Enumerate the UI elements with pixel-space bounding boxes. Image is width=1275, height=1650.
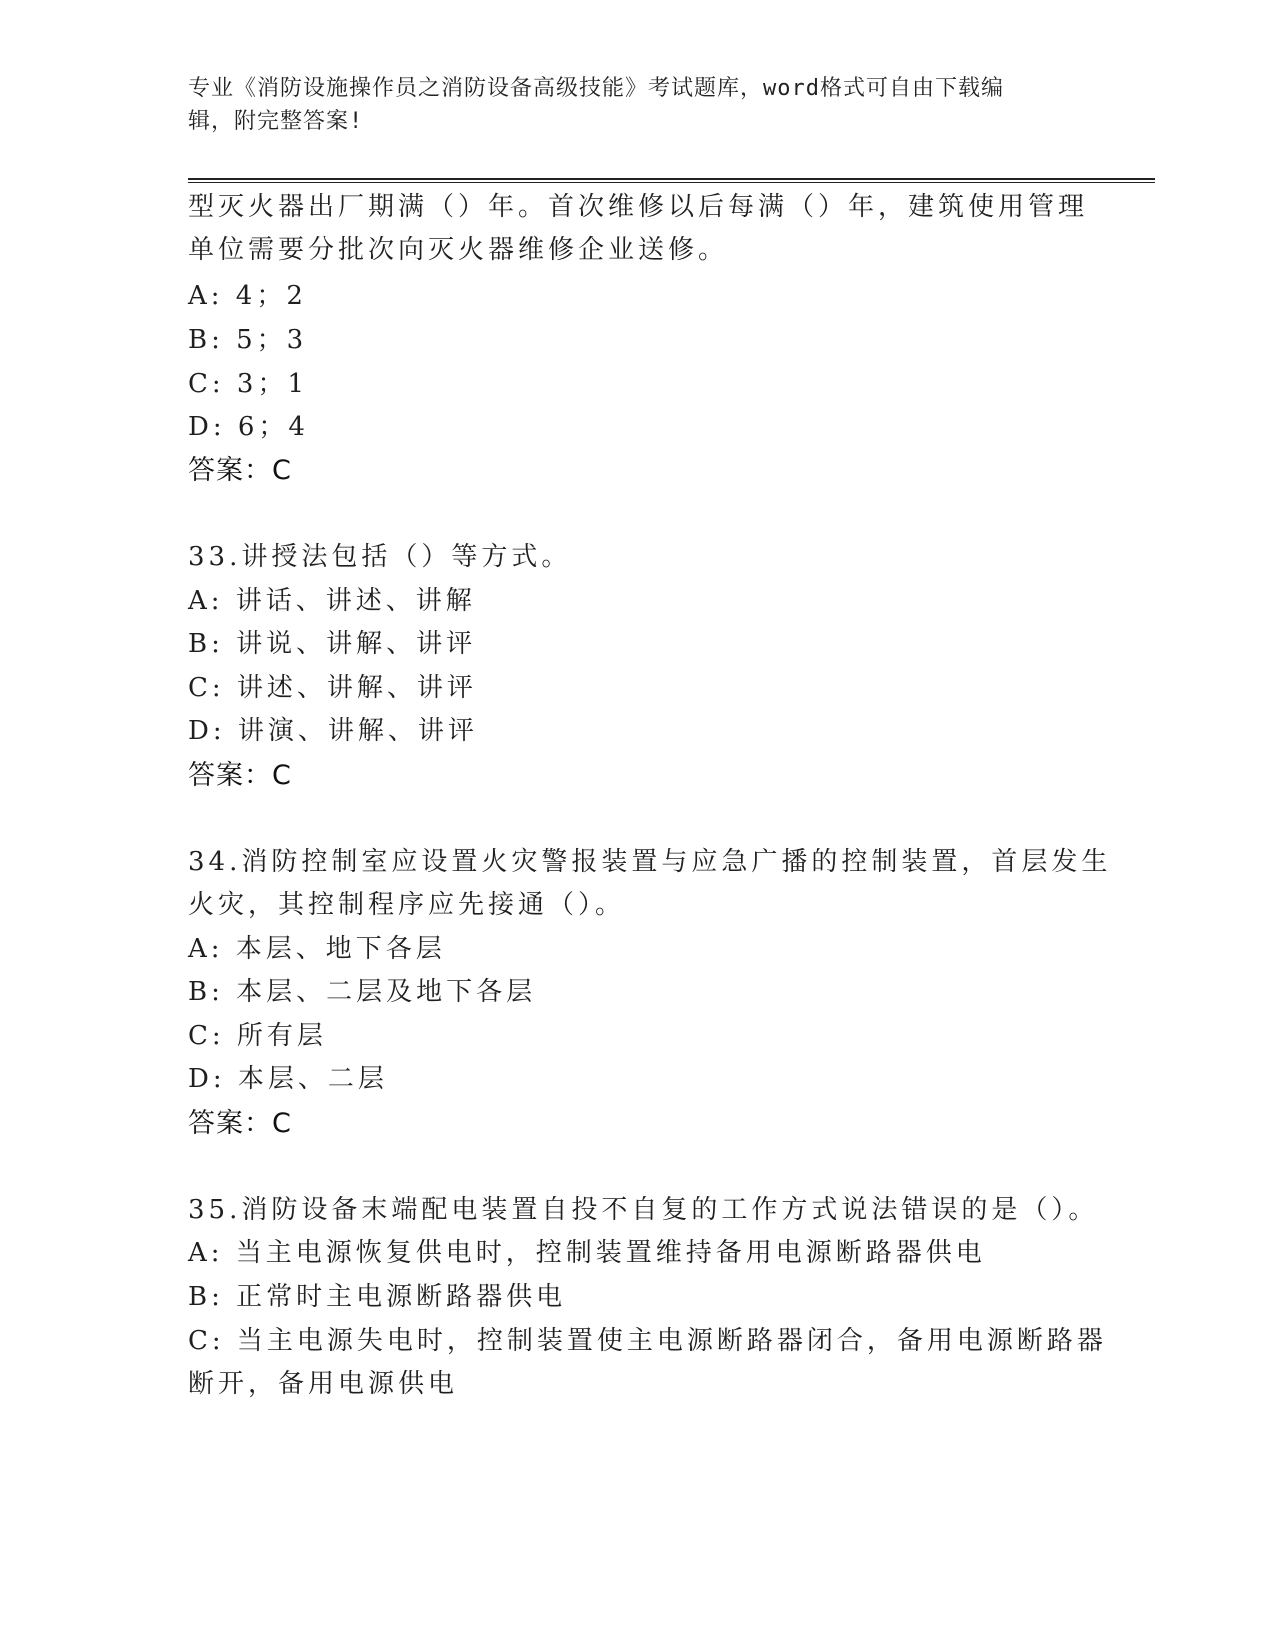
header-line-1: 专业《消防设施操作员之消防设备高级技能》考试题库，word格式可自由下载编 (188, 76, 1004, 101)
header-divider-thick (188, 178, 1155, 180)
q34-option-b: B: 本层、二层及地下各层 (188, 977, 537, 1007)
q33-option-d: D: 讲演、讲解、讲评 (188, 716, 478, 746)
q34-answer: 答案：C (188, 1108, 292, 1139)
q34-stem-line-1: 34.消防控制室应设置火灾警报装置与应急广播的控制装置，首层发生 (188, 847, 1112, 877)
header-line-2: 辑，附完整答案! (188, 109, 364, 134)
q34-stem-line-2: 火灾，其控制程序应先接通（）。 (188, 890, 626, 920)
q34-option-d: D: 本层、二层 (188, 1064, 388, 1094)
q33-answer: 答案：C (188, 760, 292, 791)
q32-answer: 答案：C (188, 455, 292, 486)
q32-option-b: B: 5；3 (188, 325, 308, 355)
q33-stem-line-1: 33.讲授法包括（）等方式。 (188, 542, 572, 572)
document-header (188, 72, 1068, 138)
q32-option-c: C: 3；1 (188, 369, 309, 399)
q34-option-a: A: 本层、地下各层 (188, 934, 446, 964)
q33-option-b: B: 讲说、讲解、讲评 (188, 629, 477, 659)
q33-option-c: C: 讲述、讲解、讲评 (188, 673, 477, 703)
q33-option-a: A: 讲话、讲述、讲解 (188, 586, 476, 616)
q35-option-b: B: 正常时主电源断路器供电 (188, 1282, 567, 1312)
header-divider-thin (188, 182, 1155, 183)
q35-option-c-line-1: C: 当主电源失电时，控制装置使主电源断路器闭合，备用电源断路器 (188, 1326, 1107, 1356)
q32-option-a: A: 4；2 (188, 281, 307, 311)
q35-option-c-line-2: 断开，备用电源供电 (188, 1369, 459, 1399)
q35-stem-line-1: 35.消防设备末端配电装置自投不自复的工作方式说法错误的是（）。 (188, 1195, 1099, 1225)
q32-stem-line-2: 单位需要分批次向灭火器维修企业送修。 (188, 235, 729, 265)
q32-option-d: D: 6；4 (188, 412, 309, 442)
q35-option-a: A: 当主电源恢复供电时，控制装置维持备用电源断路器供电 (188, 1238, 986, 1268)
q32-stem-line-1: 型灭火器出厂期满（）年。首次维修以后每满（）年，建筑使用管理 (188, 192, 1089, 222)
q34-option-c: C: 所有层 (188, 1021, 327, 1051)
